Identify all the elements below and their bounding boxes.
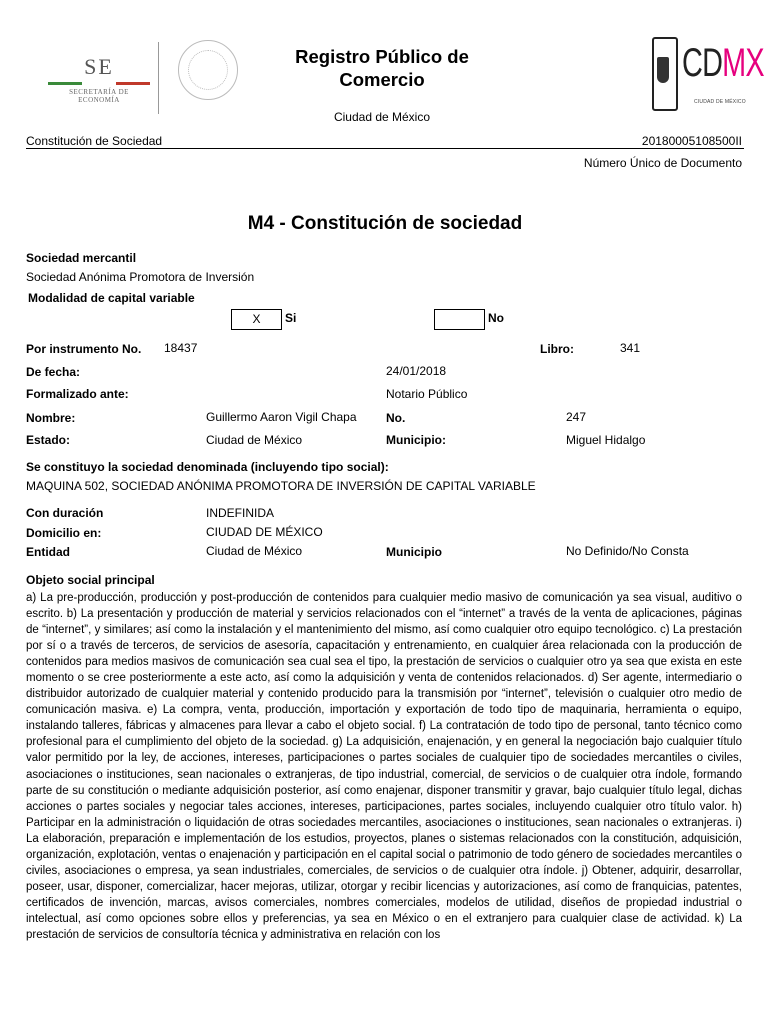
nombre-label: Nombre: <box>26 411 76 425</box>
se-logo <box>48 54 150 104</box>
formalizado-value: Notario Público <box>386 387 468 401</box>
section-title: M4 - Constitución de sociedad <box>247 213 523 234</box>
notario-number-label: No. <box>386 411 406 425</box>
denominacion-label: Se constituyo la sociedad denominada (incluyendo tipo social): <box>26 460 389 474</box>
sociedad-label: Sociedad mercantil <box>26 251 137 265</box>
document-number-caption: Número Único de Documento <box>583 156 742 170</box>
notario-number-value: 247 <box>566 410 587 424</box>
municipio-value: Miguel Hidalgo <box>566 433 646 447</box>
se-logo-letters: SE <box>84 54 114 79</box>
national-seal-icon <box>178 40 238 100</box>
entidad-label: Entidad <box>26 545 70 559</box>
modalidad-no-checkbox <box>434 309 485 330</box>
cdmx-logo: CDMX CIUDAD DE MÉXICO <box>652 33 746 109</box>
page-title: Registro Público de Comercio <box>295 46 469 90</box>
entidad-municipio-label: Municipio <box>386 545 442 559</box>
duracion-label: Con duración <box>26 506 104 520</box>
libro-label: Libro: <box>540 342 574 356</box>
domicilio-value: CIUDAD DE MÉXICO <box>206 525 323 539</box>
document-type-label: Constitución de Sociedad <box>26 134 163 148</box>
sociedad-value: Sociedad Anónima Promotora de Inversión <box>26 270 255 284</box>
objeto-label: Objeto social principal <box>26 573 155 587</box>
estado-value: Ciudad de México <box>206 433 303 447</box>
modalidad-label: Modalidad de capital variable <box>28 291 195 305</box>
se-logo-subtitle: SECRETARÍA DE ECONOMÍA <box>69 88 129 104</box>
modalidad-si-checkbox: X <box>231 309 282 330</box>
estado-label: Estado: <box>26 433 71 447</box>
header-city: Ciudad de México <box>333 110 431 124</box>
fecha-value: 24/01/2018 <box>386 364 447 378</box>
modalidad-si-label: Si <box>285 311 297 325</box>
cdmx-subtitle: CIUDAD DE MÉXICO <box>694 99 746 105</box>
objeto-text: a) La pre-producción, producción y post-producción de contenidos para cualquier medio masivo de comunicación ya sea visual, auditivo o escrito. b) La presentación y producción de material y servicios relacionados con el “internet” a través de la venta de aplicaciones, páginas de “internet”, y similares; así como la instalación y el mantenimiento del mismo, así como cualquier otro equipo tecnológico. c) La prestación por sí o a través de terceros, de servicios de asesoría, capacitación y entrenamiento, en cualquier área relacionada con la producción de contenidos para medios masivos de comunicación sea cual sea el tipo, la prestación de servicios o cualquier otro ya sea que exista en este momento o se cree posteriormente a este acto, así como la adquisición y venta de contenidos relacionados. d) Ser agente, intermediario o distribuidor autorizado de cualquier material y contenido producido para la transmisión por “internet”, televisión o cualquier otro medio de comunicación masiva. e) La compra, venta, producción, importación y exportación de todo tipo de maquinaria, herramienta o equipo, instalando talleres, fábricas y almacenes para llevar a cabo el objeto social. f) La contratación de todo tipo de personal, tanto técnico como profesional para el cumplimiento del objeto de la sociedad. g) La adquisición, enajenación, y en general la negociación bajo cualquier título valor permitido por la ley, de acciones, intereses, participaciones o partes sociales de cualquier tipo de sociedades mercantiles o civiles, asociaciones o instituciones, sean nacionales o extranjeras, de tipo industrial, comercial, de servicios o de cualquier otra índole, formando parte de su constitución o mediante adquisición posterior, así como enajenar, disponer transmitir y gravar, bajo cualquier título legal, dichas acciones o partes sociales y negociar tales acciones, intereses, participaciones, partes sociales, incluyendo cualquier otro título valor. h) Participar en la administración o liquidación de otras sociedades mercantiles, asociaciones o instituciones, sean nacionales o extranjeras. i) La elaboración, preparación e implementación de los estudios, proyectos, planes o sistemas relacionados con la constitución, adquisición, organización, explotación, ventas o enajenación y participación en el capital social o patrimonio de todo género de sociedades mercantiles o civiles, asociaciones o empresa, ya sean industriales, comerciales, de servicios o de cualquier otra índole. j) Obtener, adquirir, desarrollar, poseer, usar, disponer, comercializar, hacer mejoras, utilizar, otorgar y recibir licencias y autorizaciones, así como de franquicias, patentes, certificados de invención, marcas, avisos comerciales, nombres comerciales, modelos de utilidad, diseños de propiedad industrial o intelectual, así como opciones sobre ellos y preferencias, ya sea en México o en el extranjero para cualquier clase de actividad. k) La prestación de servicios de consultoría técnica y administrativa en relación con los <box>26 592 742 941</box>
se-logo-stripes <box>48 82 150 85</box>
instrumento-label: Por instrumento No. <box>26 342 142 356</box>
fecha-label: De fecha: <box>26 365 81 379</box>
municipio-label: Municipio: <box>386 433 446 447</box>
instrumento-value: 18437 <box>164 341 198 355</box>
logo-divider <box>158 42 159 114</box>
domicilio-label: Domicilio en: <box>26 526 102 540</box>
denominacion-value: MAQUINA 502, SOCIEDAD ANÓNIMA PROMOTORA DE INVERSIÓN DE CAPITAL VARIABLE <box>26 479 536 493</box>
header-rule <box>26 148 744 149</box>
document-number: 20180005108500II <box>641 134 742 148</box>
entidad-municipio-value: No Definido/No Consta <box>566 544 689 558</box>
entidad-value: Ciudad de México <box>206 544 303 558</box>
nombre-value: Guillermo Aaron Vigil Chapa <box>206 410 357 424</box>
modalidad-no-label: No <box>488 311 504 325</box>
cdmx-emblem-icon <box>652 37 678 111</box>
formalizado-label: Formalizado ante: <box>26 387 129 401</box>
duracion-value: INDEFINIDA <box>206 506 275 520</box>
libro-value: 341 <box>620 341 641 355</box>
